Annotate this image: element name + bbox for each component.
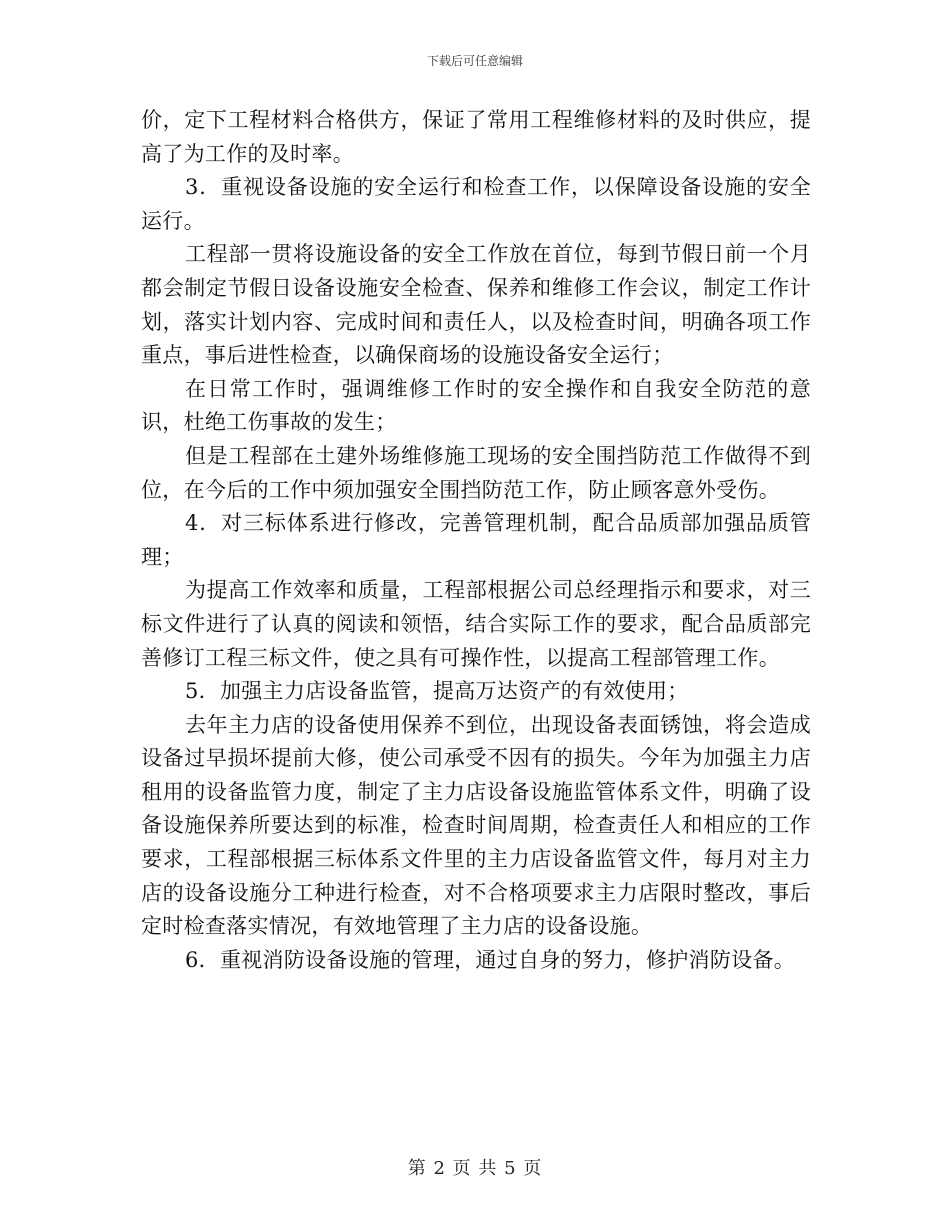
paragraph: 工程部一贯将设施设备的安全工作放在首位，每到节假日前一个月都会制定节假日设备设施安全检查、保养和维修工作会议，制定工作计划，落实计划内容、完成时间和责任人，以及检查时间，明确各项工作重点，事后进性检查，以确保商场的设施设备安全运行； — [141, 242, 811, 368]
page-number-footer: 第 2 页 共 5 页 — [407, 1158, 543, 1179]
paragraph: 去年主力店的设备使用保养不到位，出现设备表面锈蚀，将会造成设备过早损坏提前大修，使公司承受不因有的损失。今年为加强主力店租用的设备监管力度，制定了主力店设备设施监管体系文件，明确了设备设施保养所要达到的标准，检查时间周期，检查责任人和相应的工作要求，工程部根据三标体系文件里的主力店设备监管文件，每月对主力店的设备设施分工种进行检查，对不合格项要求主力店限时整改，事后定时检查落实情况，有效地管理了主力店的设备设施。 — [141, 712, 811, 939]
document-body — [141, 104, 811, 977]
paragraph: 在日常工作时，强调维修工作时的安全操作和自我安全防范的意识，杜绝工伤事故的发生； — [141, 376, 811, 435]
section-heading: 5．加强主力店设备监管，提高万达资产的有效使用； — [185, 679, 689, 704]
paragraph: 为提高工作效率和质量，工程部根据公司总经理指示和要求，对三标文件进行了认真的阅读和领悟，结合实际工作的要求，配合品质部完善修订工程三标文件，使之具有可操作性，以提高工程部管理工作。 — [141, 578, 811, 670]
section-heading: 6．重视消防设备设施的管理，通过自身的努力，修护消防设备。 — [185, 947, 796, 972]
paragraph: 价，定下工程材料合格供方，保证了常用工程维修材料的及时供应，提高了为工作的及时率。 — [141, 108, 811, 166]
page-header: 下载后可任意编辑 — [426, 54, 523, 68]
section-heading: 3．重视设备设施的安全运行和检查工作，以保障设备设施的安全运行。 — [141, 175, 811, 233]
section-heading: 4．对三标体系进行修改，完善管理机制，配合品质部加强品质管理； — [141, 511, 811, 569]
paragraph: 但是工程部在土建外场维修施工现场的安全围挡防范工作做得不到位，在今后的工作中须加强安全围挡防范工作，防止顾客意外受伤。 — [141, 443, 811, 502]
